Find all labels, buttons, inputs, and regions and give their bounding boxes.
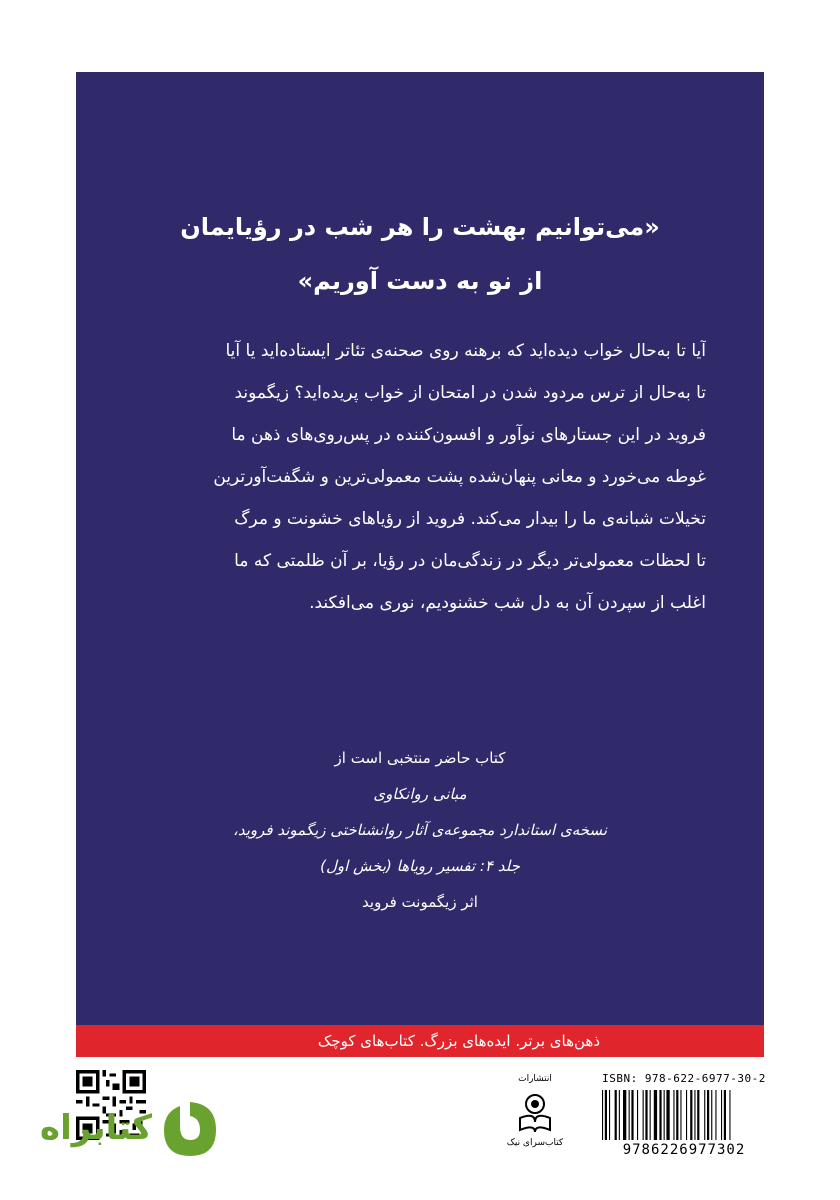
blurb-line: تخیلات شبانه‌ی ما را بیدار می‌کند. فروید از رؤیاهای خشونت و مرگ: [234, 509, 706, 529]
brand-name: کتابراه: [40, 1108, 153, 1148]
barcode-number: 9786226977302: [622, 1142, 746, 1158]
publisher-top-label: انتشارات: [518, 1074, 552, 1084]
back-cover: [76, 72, 764, 1025]
source-edition: نسخه‌ی استاندارد مجموعه‌ی آثار روانشناختی زیگموند فروید،: [233, 821, 607, 839]
book-icon: [518, 1092, 552, 1134]
publisher-logo: [490, 1074, 580, 1162]
blurb-line: تا لحظات معمولی‌تر دیگر در زندگی‌مان در رؤیا، بر آن ظلمتی که ما: [234, 551, 706, 571]
cover-quote: [76, 200, 764, 308]
blurb-line: تا به‌حال از ترس مردود شدن در امتحان از خواب پریده‌اید؟ زیگموند: [234, 383, 706, 403]
publisher-name: کتاب‌سرای نیک: [506, 1138, 564, 1148]
source-volume: جلد ۴: تفسیر رویاها (بخش اول): [320, 857, 520, 875]
quote-line-1: «می‌توانیم بهشت را هر شب در رؤیایمان: [180, 213, 660, 241]
blurb-text: [126, 330, 706, 624]
isbn-barcode: [600, 1072, 768, 1160]
tagline-band: [76, 1025, 764, 1057]
source-intro: کتاب حاضر منتخبی است از: [334, 749, 506, 767]
barcode-bars: [602, 1090, 766, 1140]
blurb-line: فروید در این جستارهای نوآور و افسون‌کننده در پس‌روی‌های ذهن ما: [231, 425, 706, 445]
tagline-text: ذهن‌های برتر. ایده‌های بزرگ. کتاب‌های کوچک: [317, 1032, 600, 1050]
blurb-line: اغلب از سپردن آن به دل شب خشنودیم، نوری می‌افکند.: [309, 593, 706, 613]
source-note: [76, 740, 764, 920]
blurb-line: غوطه می‌خورد و معانی پنهان‌شده پشت معمولی‌ترین و شگفت‌آورترین: [213, 467, 706, 487]
source-author: اثر زیگمونت فروید: [362, 893, 478, 911]
blurb-line: آیا تا به‌حال خواب دیده‌اید که برهنه روی صحنه‌ی تئاتر ایستاده‌اید یا آیا: [225, 341, 706, 361]
quote-line-2: از نو به دست آوریم»: [297, 267, 543, 295]
isbn-label: ISBN: 978-622-6977-30-2: [602, 1072, 766, 1085]
source-title: مبانی روانکاوی: [373, 785, 467, 803]
